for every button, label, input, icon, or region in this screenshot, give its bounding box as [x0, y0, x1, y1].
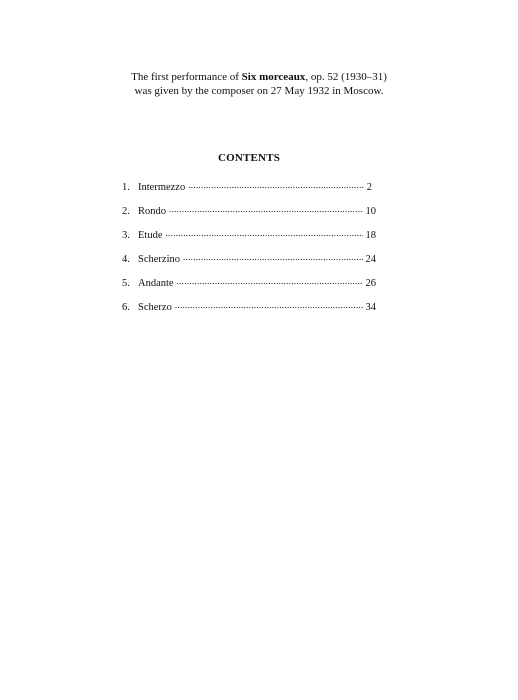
toc-entry-number: 5.: [122, 278, 130, 289]
toc-entry: [122, 250, 376, 265]
work-title: Six morceaux: [241, 71, 306, 83]
toc-entry-title: Scherzino: [138, 254, 180, 265]
toc-leader-dots: [183, 250, 363, 262]
toc-entry-title: Rondo: [138, 206, 167, 217]
toc-entry: [122, 298, 376, 313]
intro-line-1-pre: The first performance of: [131, 71, 242, 83]
toc-entry-number: 1.: [122, 182, 130, 193]
toc-leader-dots: [169, 202, 362, 214]
toc-entry-title: Etude: [138, 230, 163, 241]
toc-entry-title: Andante: [138, 278, 174, 289]
toc-entry-page: 26: [365, 278, 376, 289]
intro-line-1-post: , op. 52 (1930–31): [305, 71, 387, 83]
toc-entry-page: 10: [365, 206, 376, 217]
intro-line-1: [0, 70, 518, 84]
toc-entry-title: Scherzo: [138, 302, 172, 313]
toc-entry-page: 2: [366, 182, 372, 193]
toc-leader-dots: [188, 178, 364, 190]
toc-entry: [122, 202, 376, 217]
toc-leader-dots: [175, 298, 363, 310]
toc-entry: [122, 274, 376, 289]
table-of-contents: [122, 178, 376, 322]
toc-entry-page: 24: [365, 254, 376, 265]
intro-line-2: was given by the composer on 27 May 1932 in Moscow.: [134, 85, 384, 97]
toc-entry-page: 34: [365, 302, 376, 313]
toc-entry-title: Intermezzo: [138, 182, 186, 193]
toc-entry-page: 18: [365, 230, 376, 241]
contents-heading: CONTENTS: [217, 152, 281, 164]
toc-entry-number: 4.: [122, 254, 130, 265]
toc-entry-number: 2.: [122, 206, 130, 217]
toc-entry: [122, 226, 376, 241]
toc-entry: [122, 178, 372, 193]
toc-entry-number: 3.: [122, 230, 130, 241]
toc-leader-dots: [177, 274, 363, 286]
toc-entry-number: 6.: [122, 302, 130, 313]
toc-leader-dots: [166, 226, 363, 238]
intro-note: [0, 70, 518, 98]
